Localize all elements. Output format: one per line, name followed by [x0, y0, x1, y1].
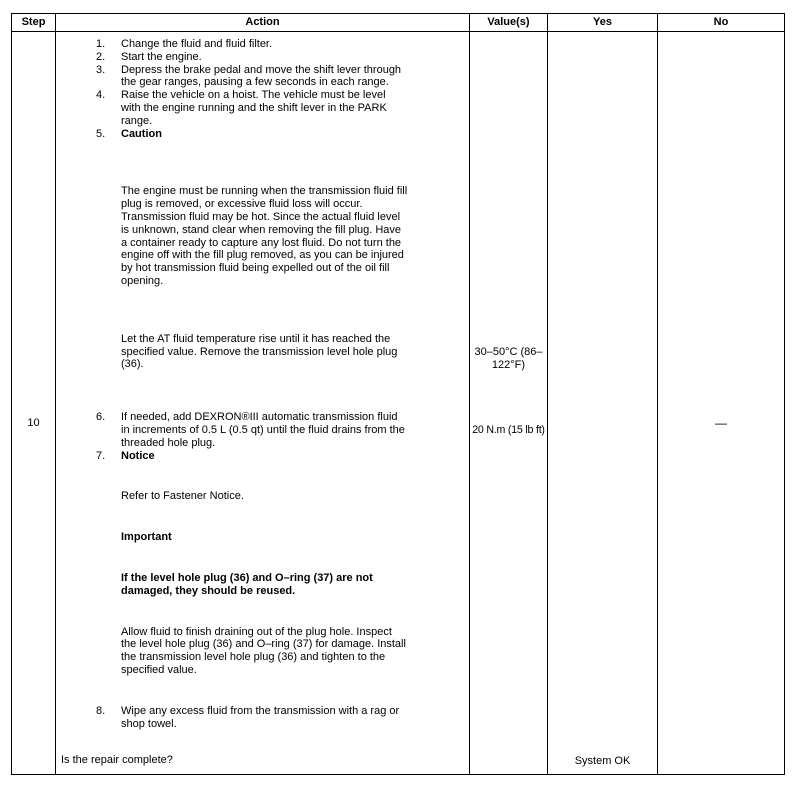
step-10-row	[12, 32, 785, 775]
item-number: 1.	[96, 38, 106, 50]
caution-heading: Caution	[121, 127, 162, 140]
yes-cell	[548, 32, 658, 775]
item-number: 6.	[96, 411, 106, 424]
item-text: If needed, add DEXRON®III automatic transmission fluid in increments of 0.5 L (0.5 qt) until the fluid drains from the threaded hole plug.	[121, 411, 405, 449]
action-item-2	[96, 51, 408, 64]
values-cell-content	[470, 32, 547, 774]
col-header-yes: Yes	[548, 14, 658, 32]
action-item-5-caution	[96, 128, 408, 141]
item-number: 5.	[96, 127, 106, 140]
caution-paragraph: The engine must be running when the transmission fluid fill plug is removed, or excessive fluid loss will occur. Transmission fluid may be hot. Since the actual fluid level is unknown, stand clear when removing the fill plug. Have a container ready to capture any lost fluid. Do not turn the engine off with the fill plug removed, as you can be injured by hot transmission fluid being expelled out of the oil fill opening.	[121, 185, 408, 287]
no-cell-content	[658, 32, 784, 774]
col-header-action: Action	[56, 14, 470, 32]
repair-complete-question: Is the repair complete?	[61, 754, 173, 766]
action-cell	[56, 32, 470, 775]
item-number: 2.	[96, 50, 106, 63]
col-header-values: Value(s)	[470, 14, 548, 32]
action-item-3	[96, 64, 408, 90]
item-number: 4.	[96, 89, 106, 102]
item-text: Depress the brake pedal and move the shift lever through the gear ranges, pausing a few seconds in each range.	[121, 63, 402, 89]
no-answer: —	[715, 416, 727, 430]
temperature-paragraph: Let the AT fluid temperature rise until it has reached the specified value. Remove the transmission level hole plug (36).	[121, 332, 398, 371]
important-heading: Important	[121, 531, 172, 544]
step-number: 10	[27, 417, 40, 429]
item-text: Raise the vehicle on a hoist. The vehicle must be level with the engine running and the shift lever in the PARK range.	[121, 89, 387, 127]
yes-answer: System OK	[574, 755, 631, 767]
item-number: 8.	[96, 704, 106, 717]
action-list	[61, 38, 469, 730]
values-cell	[470, 32, 548, 775]
col-header-no: No	[658, 14, 785, 32]
item-text: Start the engine.	[121, 50, 202, 63]
item-number: 7.	[96, 449, 106, 462]
fastener-notice-paragraph: Refer to Fastener Notice.	[121, 490, 244, 503]
header-row	[12, 14, 785, 32]
notice-heading: Notice	[121, 449, 155, 462]
action-item-6	[96, 411, 408, 449]
temperature-spec-value: 30–50°C (86–122°F)	[474, 346, 543, 371]
action-item-1	[96, 38, 408, 51]
drain-inspect-paragraph: Allow fluid to finish draining out of the plug hole. Inspect the level hole plug (36) and O–ring (37) for damage. Install the transmission level hole plug (36) and tighten to the specified value.	[121, 625, 406, 676]
item-text: Wipe any excess fluid from the transmission with a rag or shop towel.	[121, 704, 400, 730]
step-cell-content	[12, 32, 55, 774]
yes-cell-content	[548, 32, 657, 774]
action-item-8	[96, 705, 408, 731]
col-header-step: Step	[12, 14, 56, 32]
item-number: 3.	[96, 63, 106, 76]
step-cell	[12, 32, 56, 775]
no-cell	[658, 32, 785, 775]
action-item-4	[96, 89, 408, 127]
torque-spec-value: 20 N.m (15 lb ft)	[472, 424, 545, 436]
action-item-7-notice	[96, 450, 408, 463]
reuse-note-paragraph: If the level hole plug (36) and O–ring (37) are not damaged, they should be reused.	[121, 571, 373, 597]
procedure-table	[11, 13, 785, 775]
action-cell-content	[56, 32, 469, 774]
item-text: Change the fluid and fluid filter.	[121, 38, 273, 50]
